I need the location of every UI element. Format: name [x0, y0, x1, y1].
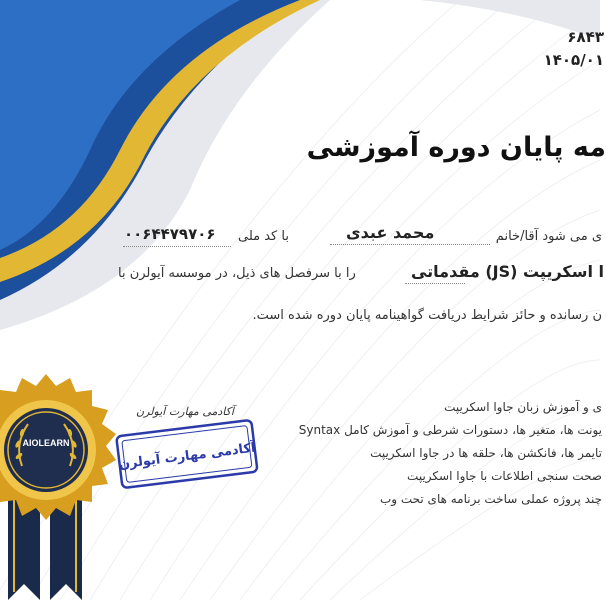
certify-text: ی می شود آقا/خانم [495, 229, 602, 244]
national-code: ۰۰۶۴۴۷۹۷۰۶ [124, 225, 216, 243]
course-dotted-line [405, 283, 465, 284]
name-dotted-line [330, 244, 490, 245]
topic-item: یونت ها، متغیر ها، دستورات شرطی و آموزش کامل Syntax [298, 423, 602, 437]
national-code-dotted-line [123, 246, 231, 247]
national-code-label: با کد ملی [238, 229, 289, 244]
academy-stamp [115, 400, 260, 485]
course-name: ا اسکریپت (JS) مقدماتی [410, 262, 604, 281]
issue-date: ۱۴۰۵/۰۱ [543, 51, 604, 69]
topic-item: تایمر ها، فانکشن ها، حلقه ها در جاوا اسکریپت [370, 446, 602, 460]
topic-item: صحت سنجی اطلاعات با جاوا اسکریپت [407, 469, 602, 483]
completion-text: ن رسانده و حائز شرایط دریافت گواهینامه پایان دوره شده است. [252, 308, 602, 323]
topic-item: چند پروژه عملی ساخت برنامه های تحت وب [379, 492, 602, 506]
serial-number: ۶۸۴۳ [567, 28, 604, 46]
gold-seal [0, 372, 110, 602]
certificate-title: مه پایان دوره آموزشی [306, 132, 606, 163]
recipient-name: محمد عبدی [346, 223, 435, 242]
topic-item: ی و آموزش زبان جاوا اسکریپت [444, 400, 602, 414]
signature: آکادمی مهارت آیولرن [136, 405, 234, 418]
seal-badge [0, 374, 116, 520]
seal-text: AIOLEARN [22, 438, 70, 448]
stamp-text: آکادمی مهارت آیولرن [118, 440, 257, 473]
course-description: را با سرفصل های ذیل، در موسسه آیولرن با [118, 266, 356, 281]
